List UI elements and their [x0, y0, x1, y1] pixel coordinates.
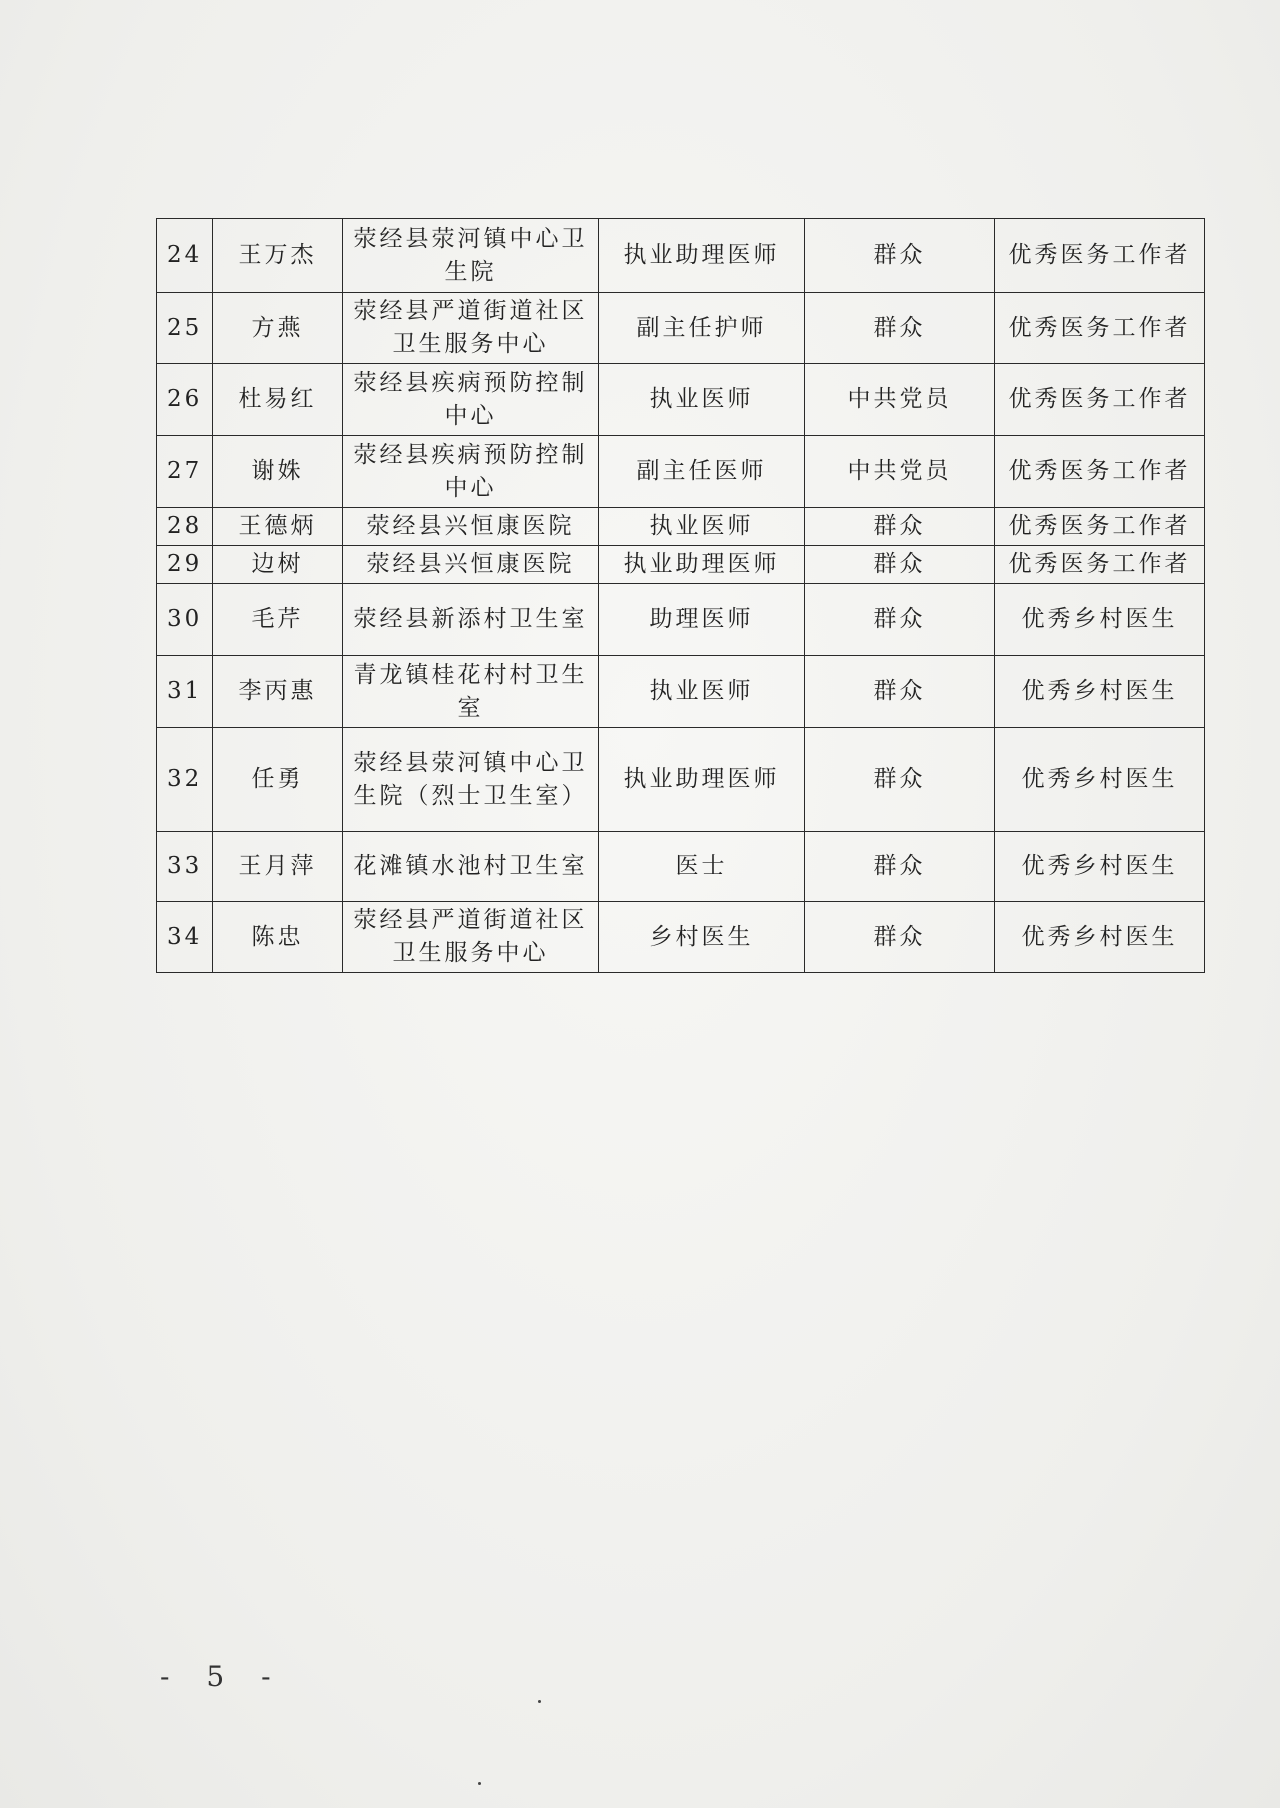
- award-name: 优秀医务工作者: [995, 508, 1205, 546]
- table-row: [157, 293, 1205, 364]
- row-number: 30: [157, 584, 213, 656]
- work-unit: 荥经县兴恒康医院: [343, 546, 599, 584]
- table-row: [157, 436, 1205, 508]
- political-status: 群众: [805, 546, 995, 584]
- scan-speck: [538, 1700, 541, 1703]
- job-title: 执业医师: [599, 656, 805, 728]
- award-name: 优秀医务工作者: [995, 293, 1205, 364]
- table-row: [157, 902, 1205, 973]
- row-number: 26: [157, 364, 213, 436]
- political-status: 群众: [805, 219, 995, 293]
- work-unit: 荥经县新添村卫生室: [343, 584, 599, 656]
- political-status: 群众: [805, 656, 995, 728]
- job-title: 医士: [599, 832, 805, 902]
- political-status: 中共党员: [805, 436, 995, 508]
- award-name: 优秀医务工作者: [995, 364, 1205, 436]
- row-number: 28: [157, 508, 213, 546]
- work-unit: 花滩镇水池村卫生室: [343, 832, 599, 902]
- work-unit: 荥经县荥河镇中心卫生院（烈士卫生室）: [343, 728, 599, 832]
- job-title: 乡村医生: [599, 902, 805, 973]
- row-number: 33: [157, 832, 213, 902]
- page-number: - 5 -: [160, 1660, 285, 1693]
- person-name: 李丙惠: [213, 656, 343, 728]
- job-title: 助理医师: [599, 584, 805, 656]
- award-name: 优秀乡村医生: [995, 832, 1205, 902]
- job-title: 副主任医师: [599, 436, 805, 508]
- job-title: 执业医师: [599, 364, 805, 436]
- job-title: 执业医师: [599, 508, 805, 546]
- political-status: 群众: [805, 832, 995, 902]
- award-name: 优秀医务工作者: [995, 436, 1205, 508]
- job-title: 执业助理医师: [599, 219, 805, 293]
- work-unit: 荥经县严道街道社区卫生服务中心: [343, 293, 599, 364]
- award-name: 优秀医务工作者: [995, 546, 1205, 584]
- job-title: 副主任护师: [599, 293, 805, 364]
- award-name: 优秀乡村医生: [995, 728, 1205, 832]
- person-name: 王德炳: [213, 508, 343, 546]
- award-name: 优秀乡村医生: [995, 902, 1205, 973]
- political-status: 中共党员: [805, 364, 995, 436]
- job-title: 执业助理医师: [599, 728, 805, 832]
- person-name: 王万杰: [213, 219, 343, 293]
- job-title: 执业助理医师: [599, 546, 805, 584]
- person-name: 方燕: [213, 293, 343, 364]
- political-status: 群众: [805, 728, 995, 832]
- table-row: [157, 508, 1205, 546]
- honoree-table: [156, 218, 1205, 973]
- award-name: 优秀乡村医生: [995, 584, 1205, 656]
- row-number: 34: [157, 902, 213, 973]
- person-name: 谢姝: [213, 436, 343, 508]
- award-name: 优秀乡村医生: [995, 656, 1205, 728]
- political-status: 群众: [805, 902, 995, 973]
- work-unit: 青龙镇桂花村村卫生室: [343, 656, 599, 728]
- table-row: [157, 656, 1205, 728]
- row-number: 27: [157, 436, 213, 508]
- person-name: 边树: [213, 546, 343, 584]
- political-status: 群众: [805, 508, 995, 546]
- row-number: 32: [157, 728, 213, 832]
- table-row: [157, 728, 1205, 832]
- table-row: [157, 364, 1205, 436]
- row-number: 31: [157, 656, 213, 728]
- work-unit: 荥经县疾病预防控制中心: [343, 436, 599, 508]
- work-unit: 荥经县严道街道社区卫生服务中心: [343, 902, 599, 973]
- row-number: 24: [157, 219, 213, 293]
- table-row: [157, 584, 1205, 656]
- table-row: [157, 832, 1205, 902]
- table-row: [157, 219, 1205, 293]
- row-number: 29: [157, 546, 213, 584]
- table-row: [157, 546, 1205, 584]
- scan-speck: [478, 1782, 481, 1785]
- work-unit: 荥经县兴恒康医院: [343, 508, 599, 546]
- person-name: 陈忠: [213, 902, 343, 973]
- work-unit: 荥经县荥河镇中心卫生院: [343, 219, 599, 293]
- political-status: 群众: [805, 584, 995, 656]
- award-name: 优秀医务工作者: [995, 219, 1205, 293]
- work-unit: 荥经县疾病预防控制中心: [343, 364, 599, 436]
- person-name: 任勇: [213, 728, 343, 832]
- political-status: 群众: [805, 293, 995, 364]
- person-name: 毛芹: [213, 584, 343, 656]
- person-name: 杜易红: [213, 364, 343, 436]
- row-number: 25: [157, 293, 213, 364]
- person-name: 王月萍: [213, 832, 343, 902]
